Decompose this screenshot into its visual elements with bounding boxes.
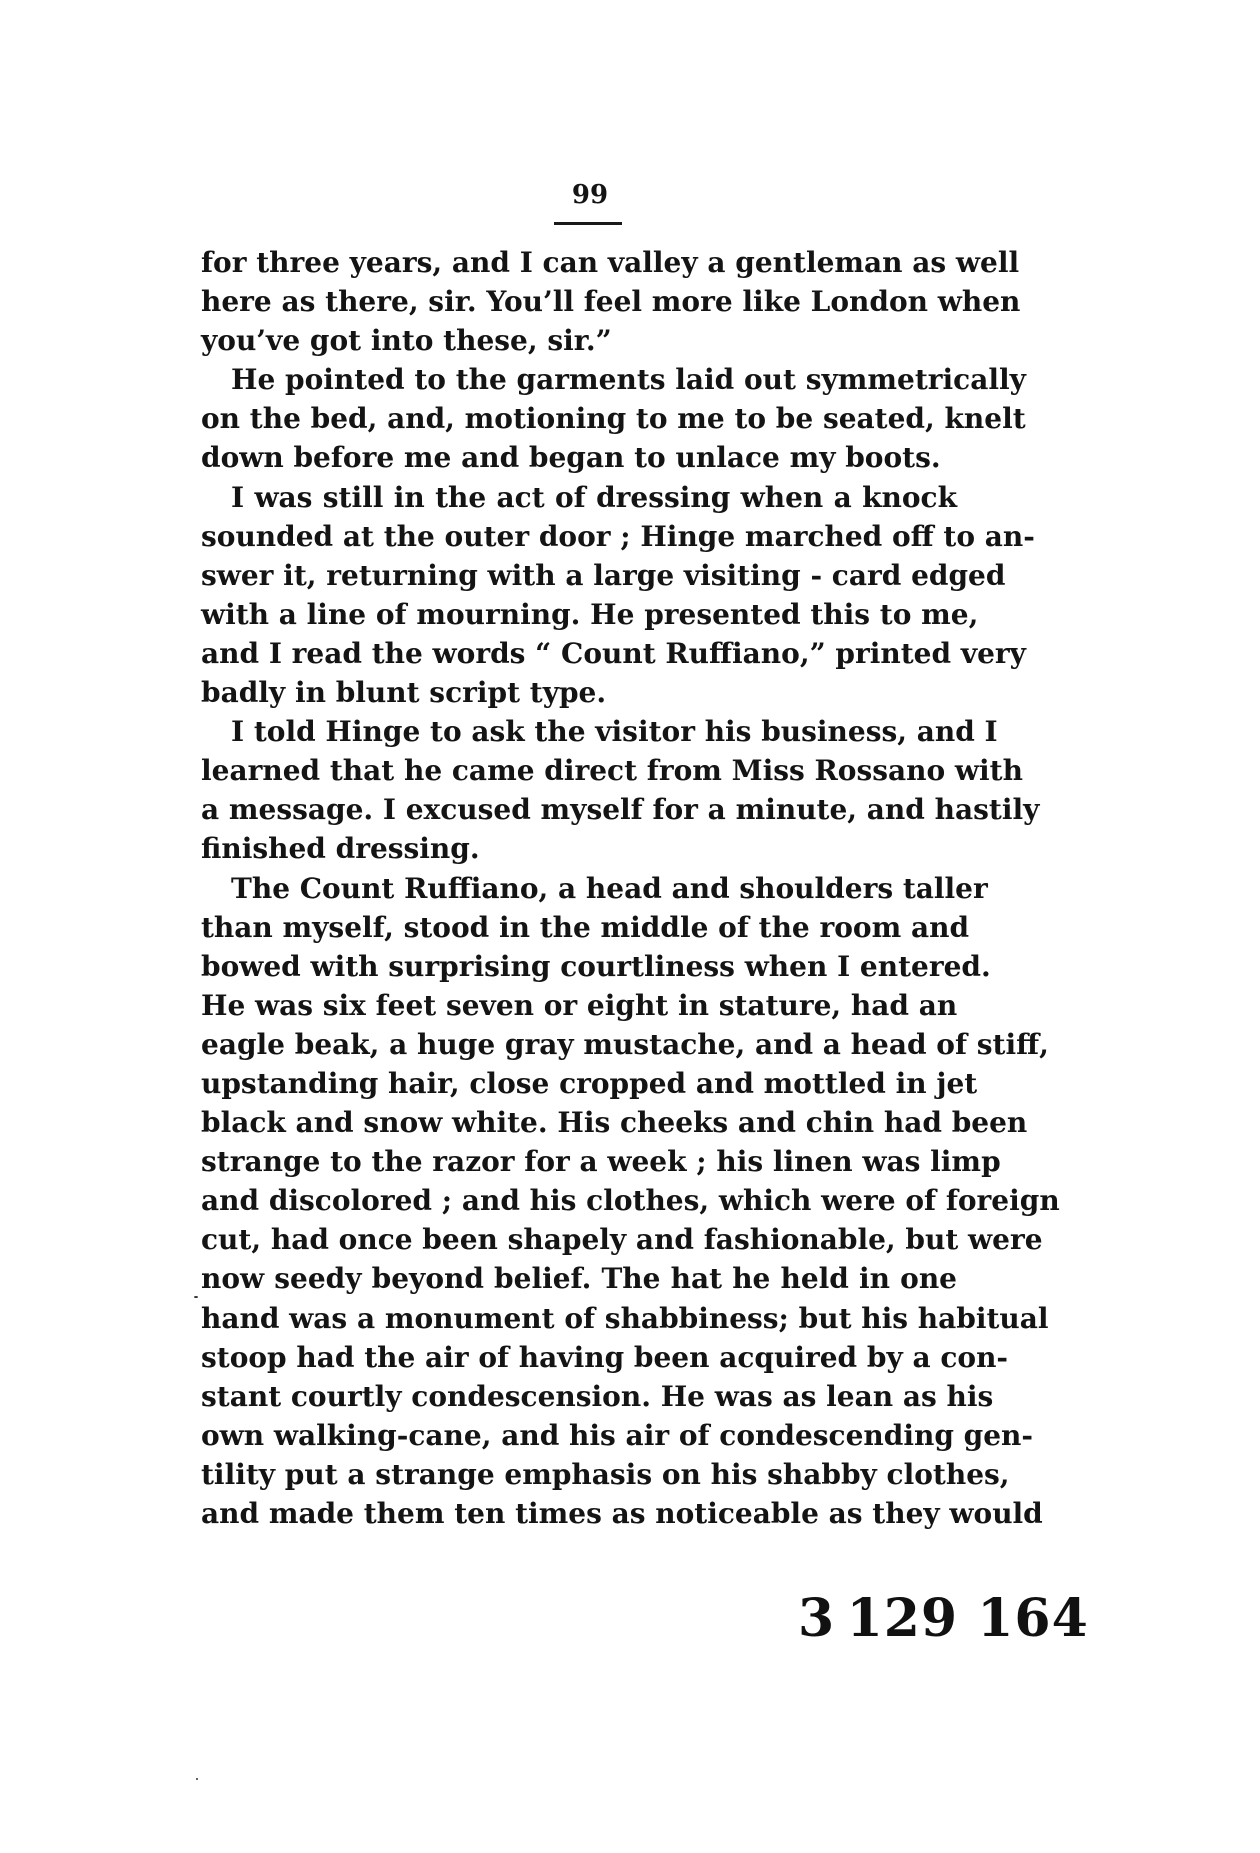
- paragraph-4: [201, 712, 1040, 868]
- text-line: cut, had once been shapely and fashionable, but were: [201, 1223, 1043, 1257]
- margin-speck: [196, 1778, 198, 1780]
- text-line: stoop had the air of having been acquired by a con-: [201, 1340, 1009, 1374]
- text-line: I told Hinge to ask the visitor his business, and I: [231, 715, 998, 749]
- text-line: for three years, and I can valley a gentleman as well: [201, 246, 1020, 279]
- body-text: [201, 243, 1060, 1533]
- text-line: than myself, stood in the middle of the room and: [201, 910, 970, 944]
- text-line: learned that he came direct from Miss Rossano with: [201, 754, 1023, 788]
- text-line: The Count Ruffiano, a head and shoulders taller: [231, 871, 988, 905]
- text-line: black and snow white. His cheeks and chin had been: [201, 1106, 1028, 1140]
- text-line: He was six feet seven or eight in stature, had an: [201, 988, 958, 1022]
- text-line: and made them ten times as noticeable as they would: [201, 1497, 1043, 1530]
- text-line: a message. I excused myself for a minute, and hastily: [201, 793, 1040, 827]
- text-line: here as there, sir. You’ll feel more like London when: [201, 285, 1021, 319]
- text-line: eagle beak, a huge gray mustache, and a head of stiff,: [201, 1027, 1049, 1061]
- text-line: swer it, returning with a large visiting - card edged: [201, 558, 1006, 592]
- text-line: upstanding hair, close cropped and mottled in jet: [201, 1066, 978, 1100]
- text-line: and I read the words “ Count Ruffiano,” printed very: [201, 636, 1026, 670]
- text-line: hand was a monument of shabbiness; but his habitual: [201, 1301, 1049, 1335]
- text-line: on the bed, and, motioning to me to be seated, knelt: [201, 402, 1026, 436]
- text-line: sounded at the outer door ; Hinge marched off to an-: [201, 519, 1035, 553]
- text-line: bowed with surprising courtliness when I entered.: [201, 949, 991, 983]
- text-line: stant courtly condescension. He was as lean as his: [201, 1379, 994, 1413]
- paragraph-3: [201, 478, 1035, 713]
- text-line: with a line of mourning. He presented this to me,: [201, 597, 979, 631]
- paragraph-1: [201, 243, 1021, 360]
- text-line: tility put a strange emphasis on his shabby clothes,: [201, 1457, 1010, 1491]
- text-line: badly in blunt script type.: [201, 676, 607, 710]
- text-line: you’ve got into these, sir.”: [201, 324, 612, 358]
- text-line: and discolored ; and his clothes, which were of foreign: [201, 1184, 1060, 1218]
- page-number: 99: [571, 180, 609, 210]
- paragraph-5: [201, 869, 1060, 1534]
- text-line: He pointed to the garments laid out symmetrically: [231, 363, 1026, 397]
- page-number-rule: [554, 222, 622, 225]
- paragraph-2: [201, 360, 1026, 477]
- text-line: now seedy beyond belief. The hat he held in one: [201, 1262, 957, 1296]
- text-line: down before me and began to unlace my boots.: [201, 441, 941, 475]
- library-catalog-number: 3 129 164: [798, 1588, 1089, 1649]
- text-line: I was still in the act of dressing when a knock: [231, 480, 957, 514]
- text-line: own walking-cane, and his air of condescending gen-: [201, 1418, 1034, 1452]
- margin-speck: [194, 1296, 198, 1298]
- text-line: finished dressing.: [201, 832, 480, 866]
- text-line: strange to the razor for a week ; his linen was limp: [201, 1145, 1001, 1179]
